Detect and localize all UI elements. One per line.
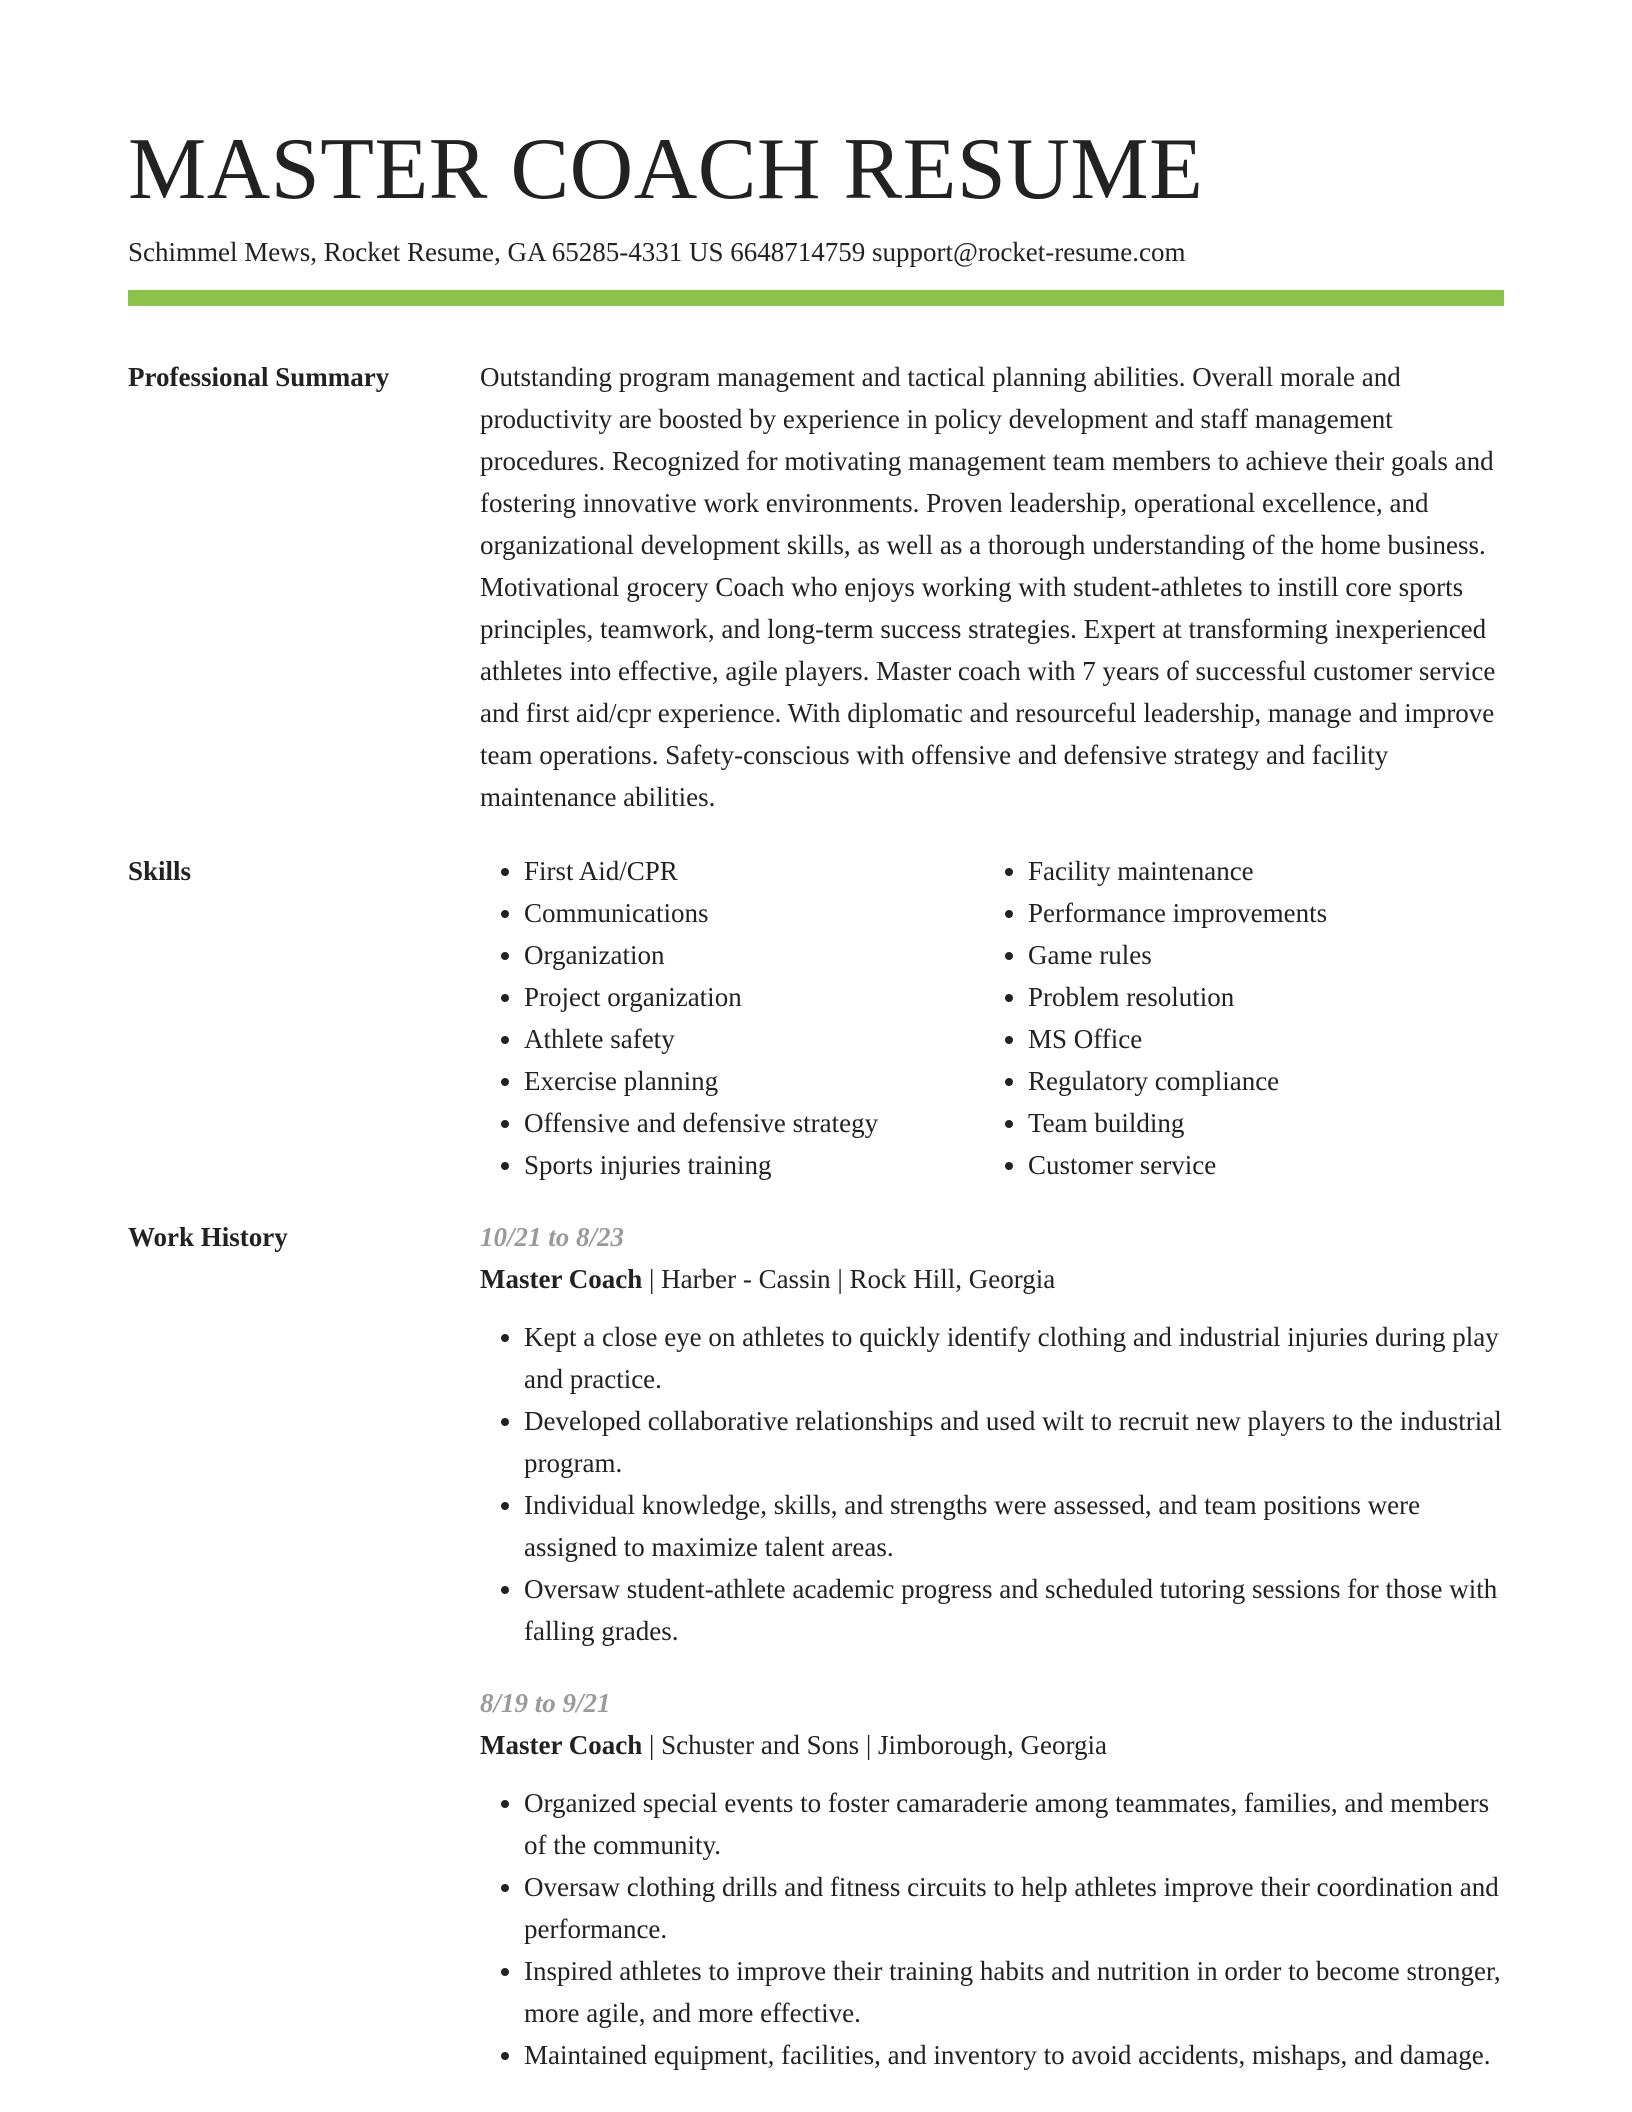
skills-section [128,850,1504,1186]
work-history-section [128,1216,1504,2076]
job-dates: 8/19 to 9/21 [480,1688,611,1718]
job-employer-location: | Schuster and Sons | Jimborough, Georgia [642,1730,1107,1760]
summary-section [128,356,1504,818]
skill-item: • Team building [1028,1102,1488,1144]
job-heading [480,1724,1504,1766]
skill-item: • MS Office [1028,1018,1488,1060]
job-entry [480,1682,1504,2076]
skills-heading: Skills [128,856,192,886]
job-bullet: • Oversaw student-athlete academic progress and scheduled tutoring sessions for those with falling grades. [524,1568,1504,1652]
skill-item: • Athlete safety [524,1018,984,1060]
job-bullet: • Maintained equipment, facilities, and inventory to avoid accidents, mishaps, and damage. [524,2034,1504,2076]
summary-heading: Professional Summary [128,362,390,392]
job-entry [480,1216,1504,1652]
resume-title: MASTER COACH RESUME [128,121,1204,218]
skill-item: • Facility maintenance [1028,850,1488,892]
header-divider [128,290,1504,306]
job-heading [480,1258,1504,1300]
work-history-heading: Work History [128,1222,288,1252]
job-bullet: • Kept a close eye on athletes to quickly identify clothing and industrial injuries during play and practice. [524,1316,1504,1400]
skill-item: • Game rules [1028,934,1488,976]
job-bullet: • Individual knowledge, skills, and strengths were assessed, and team positions were assigned to maximize talent areas. [524,1484,1504,1568]
summary-text: Outstanding program management and tactical planning abilities. Overall morale and productivity are boosted by experience in policy development and staff management procedures. Recognized for motivating management team members to achieve their goals and fostering innovative work environments. Proven leadership, operational excellence, and organizational development skills, as well as a thorough understanding of the home business. Motivational grocery Coach who enjoys working with student-athletes to instill core sports principles, teamwork, and long-term success strategies. Expert at transforming inexperienced athletes into effective, agile players. Master coach with 7 years of successful customer service and first aid/cpr experience. With diplomatic and resourceful leadership, manage and improve team operations. Safety-conscious with offensive and defensive strategy and facility maintenance abilities. [480,362,1496,812]
skill-item: • Communications [524,892,984,934]
skill-item: • Performance improvements [1028,892,1488,934]
job-bullet: • Oversaw clothing drills and fitness circuits to help athletes improve their coordination and performance. [524,1866,1504,1950]
job-bullet-list [480,1316,1504,1652]
skill-item: • First Aid/CPR [524,850,984,892]
job-bullet: • Organized special events to foster camaraderie among teammates, families, and members of the community. [524,1782,1504,1866]
resume-page [128,0,1504,2076]
skill-item: • Project organization [524,976,984,1018]
skill-item: • Offensive and defensive strategy [524,1102,984,1144]
job-dates: 10/21 to 8/23 [480,1222,625,1252]
skill-item: • Exercise planning [524,1060,984,1102]
skill-item: • Sports injuries training [524,1144,984,1186]
job-employer-location: | Harber - Cassin | Rock Hill, Georgia [642,1264,1056,1294]
job-bullet-list [480,1782,1504,2076]
skill-item: • Organization [524,934,984,976]
skills-list-left [480,850,984,1186]
job-title: Master Coach [480,1730,643,1760]
skill-item: • Problem resolution [1028,976,1488,1018]
job-bullet: • Developed collaborative relationships and used wilt to recruit new players to the industrial program. [524,1400,1504,1484]
skill-item: • Customer service [1028,1144,1488,1186]
job-bullet: • Inspired athletes to improve their training habits and nutrition in order to become stronger, more agile, and more effective. [524,1950,1504,2034]
skill-item: • Regulatory compliance [1028,1060,1488,1102]
job-title: Master Coach [480,1264,643,1294]
contact-line: Schimmel Mews, Rocket Resume, GA 65285-4331 US 6648714759 support@rocket-resume.com [128,237,1186,267]
job-list [480,1216,1504,2076]
skills-list-right [984,850,1488,1186]
